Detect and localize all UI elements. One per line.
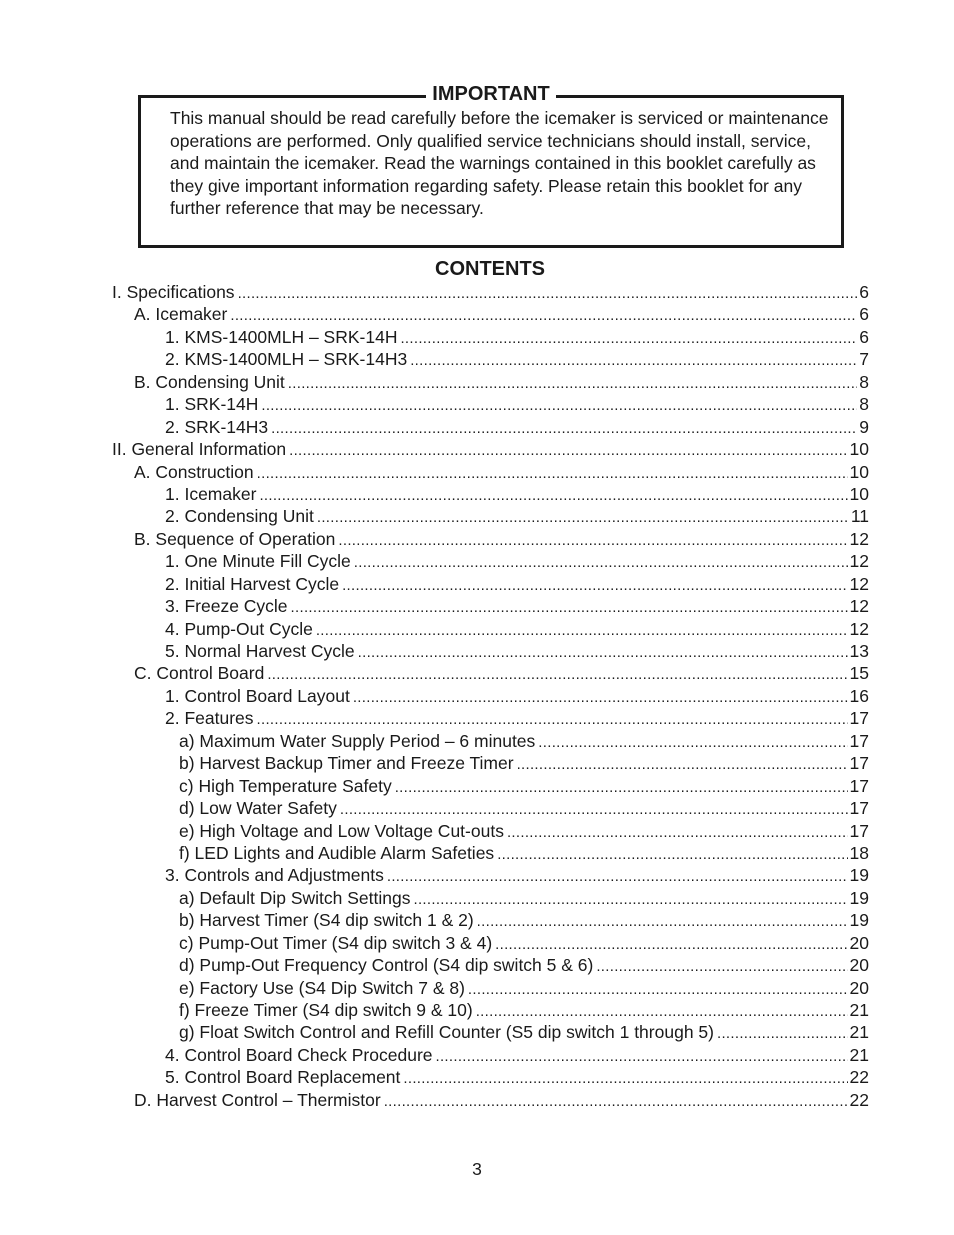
toc-entry-page: 6 xyxy=(859,326,869,347)
toc-entry-label: I. Specifications xyxy=(112,282,235,302)
toc-dot-leader xyxy=(286,440,847,460)
toc-entry[interactable] xyxy=(112,438,869,460)
toc-entry[interactable] xyxy=(112,618,869,640)
toc-entry[interactable] xyxy=(112,887,869,909)
toc-entry-label: c) Pump-Out Timer (S4 dip switch 3 & 4) xyxy=(179,932,493,953)
toc-entry[interactable] xyxy=(112,1089,869,1111)
toc-entry-page: 18 xyxy=(849,842,869,863)
toc-entry[interactable] xyxy=(112,416,869,438)
toc-entry[interactable] xyxy=(112,909,869,931)
toc-entry-page: 12 xyxy=(849,573,869,594)
toc-entry[interactable] xyxy=(112,662,869,684)
toc-entry[interactable] xyxy=(112,842,869,864)
toc-dot-leader xyxy=(714,1023,848,1043)
toc-dot-leader xyxy=(384,866,848,886)
toc-entry[interactable] xyxy=(112,685,869,707)
toc-dot-leader xyxy=(593,956,847,976)
toc-entry-label: d) Low Water Safety xyxy=(179,798,337,819)
toc-dot-leader xyxy=(256,485,847,505)
toc-entry-label: 2. KMS-1400MLH – SRK-14H3 xyxy=(165,349,408,370)
toc-entry-page: 6 xyxy=(859,304,869,325)
toc-entry-page: 8 xyxy=(859,371,869,392)
toc-dot-leader xyxy=(314,507,849,527)
toc-entry-label: 2. Initial Harvest Cycle xyxy=(165,573,340,594)
toc-dot-leader xyxy=(392,777,848,797)
toc-entry-label: 5. Normal Harvest Cycle xyxy=(165,641,355,661)
important-heading-text: IMPORTANT xyxy=(426,83,555,105)
toc-entry-page: 9 xyxy=(859,416,869,437)
toc-entry[interactable] xyxy=(112,303,869,325)
toc-entry-label: 5. Control Board Replacement xyxy=(165,1067,401,1088)
toc-entry-page: 20 xyxy=(849,977,869,998)
contents-heading: CONTENTS xyxy=(435,258,545,280)
page-number: 3 xyxy=(472,1159,482,1179)
toc-dot-leader xyxy=(350,687,848,707)
toc-entry-label: 4. Control Board Check Procedure xyxy=(165,1044,433,1065)
toc-entry[interactable] xyxy=(112,797,869,819)
toc-dot-leader xyxy=(335,530,847,550)
toc-entry-page: 21 xyxy=(849,1000,869,1020)
toc-entry-page: 12 xyxy=(849,596,869,617)
toc-entry[interactable] xyxy=(112,326,869,348)
toc-dot-leader xyxy=(355,642,848,662)
toc-entry-label: 2. SRK-14H3 xyxy=(165,416,269,437)
toc-entry[interactable] xyxy=(112,461,869,483)
toc-entry-page: 12 xyxy=(849,551,869,572)
toc-entry-label: 1. SRK-14H xyxy=(165,394,259,415)
toc-entry-label: D. Harvest Control – Thermistor xyxy=(134,1089,381,1110)
toc-dot-leader xyxy=(407,350,857,370)
toc-dot-leader xyxy=(433,1046,848,1066)
toc-entry-label: 1. Control Board Layout xyxy=(165,685,350,706)
toc-entry-label: 2. Features xyxy=(165,708,254,729)
toc-entry[interactable] xyxy=(112,640,869,662)
toc-entry-label: C. Control Board xyxy=(134,663,265,684)
toc-entry-page: 17 xyxy=(849,708,869,729)
toc-dot-leader xyxy=(351,552,848,572)
toc-dot-leader xyxy=(337,799,848,819)
toc-dot-leader xyxy=(504,822,848,842)
toc-entry-page: 15 xyxy=(849,663,869,684)
toc-dot-leader xyxy=(492,934,847,954)
toc-entry-label: f) Freeze Timer (S4 dip switch 9 & 10) xyxy=(179,1000,473,1020)
toc-entry[interactable] xyxy=(112,1066,869,1088)
toc-entry[interactable] xyxy=(112,393,869,415)
toc-dot-leader xyxy=(264,664,847,684)
toc-entry[interactable] xyxy=(112,573,869,595)
toc-dot-leader xyxy=(339,575,847,595)
toc-entry-label: b) Harvest Timer (S4 dip switch 1 & 2) xyxy=(179,910,474,931)
toc-entry[interactable] xyxy=(112,707,869,729)
toc-entry-page: 10 xyxy=(849,483,869,504)
toc-dot-leader xyxy=(400,1068,847,1088)
toc-entry-label: 1. One Minute Fill Cycle xyxy=(165,551,351,572)
toc-entry-page: 7 xyxy=(859,349,869,370)
important-notice-text: This manual should be read carefully before the icemaker is serviced or maintenance operations are performed. Only qualified service technicians should install, service, and maintain the icemaker. Read the warnings contained in this booklet carefully as they give important information regarding safety. Please retain this booklet for any further reference that may be necessary. xyxy=(170,108,829,218)
toc-entry[interactable] xyxy=(112,348,869,370)
toc-dot-leader xyxy=(254,463,848,483)
toc-dot-leader xyxy=(535,732,847,752)
toc-entry-label: a) Default Dip Switch Settings xyxy=(179,887,411,908)
toc-entry-label: 4. Pump-Out Cycle xyxy=(165,618,313,639)
toc-entry[interactable] xyxy=(112,281,869,303)
toc-entry-page: 21 xyxy=(849,1044,869,1065)
toc-dot-leader xyxy=(268,418,857,438)
toc-entry-label: 1. KMS-1400MLH – SRK-14H xyxy=(165,326,398,347)
toc-dot-leader xyxy=(381,1091,848,1111)
toc-entry-page: 20 xyxy=(849,955,869,976)
toc-dot-leader xyxy=(514,754,848,774)
toc-entry-label: d) Pump-Out Frequency Control (S4 dip switch 5 & 6) xyxy=(179,955,594,976)
toc-entry-label: e) Factory Use (S4 Dip Switch 7 & 8) xyxy=(179,977,465,998)
toc-entry-label: B. Condensing Unit xyxy=(134,371,285,392)
toc-entry[interactable] xyxy=(112,730,869,752)
toc-entry-page: 6 xyxy=(859,282,869,302)
toc-entry-label: a) Maximum Water Supply Period – 6 minutes xyxy=(179,730,536,751)
toc-entry[interactable] xyxy=(112,775,869,797)
toc-entry-page: 13 xyxy=(849,641,869,661)
toc-dot-leader xyxy=(494,844,847,864)
toc-entry-page: 19 xyxy=(849,865,869,886)
table-of-contents xyxy=(112,281,869,1111)
toc-dot-leader xyxy=(258,395,857,415)
toc-dot-leader xyxy=(227,305,857,325)
toc-entry-page: 10 xyxy=(849,439,869,460)
toc-entry-page: 22 xyxy=(849,1067,869,1088)
toc-entry-page: 19 xyxy=(849,910,869,931)
toc-entry[interactable] xyxy=(112,595,869,617)
toc-dot-leader xyxy=(473,1001,848,1021)
toc-entry-page: 17 xyxy=(849,775,869,796)
toc-entry[interactable] xyxy=(112,864,869,886)
toc-entry[interactable] xyxy=(112,483,869,505)
toc-entry-page: 22 xyxy=(849,1089,869,1110)
toc-entry-label: II. General Information xyxy=(112,439,287,460)
toc-dot-leader xyxy=(313,620,848,640)
toc-entry-label: 2. Condensing Unit xyxy=(165,506,314,527)
toc-dot-leader xyxy=(254,709,848,729)
toc-dot-leader xyxy=(411,889,848,909)
toc-entry[interactable] xyxy=(112,977,869,999)
toc-entry[interactable] xyxy=(112,528,869,550)
toc-entry-label: f) LED Lights and Audible Alarm Safeties xyxy=(179,842,495,863)
toc-entry-label: 3. Freeze Cycle xyxy=(165,596,288,617)
toc-entry-label: g) Float Switch Control and Refill Counter (S5 dip switch 1 through 5) xyxy=(179,1022,714,1043)
toc-entry-page: 17 xyxy=(849,820,869,841)
toc-entry-page: 8 xyxy=(859,394,869,415)
toc-dot-leader xyxy=(235,283,858,303)
toc-dot-leader xyxy=(288,597,848,617)
toc-entry[interactable] xyxy=(112,1021,869,1043)
toc-entry[interactable] xyxy=(112,932,869,954)
toc-dot-leader xyxy=(465,979,848,999)
toc-entry-label: b) Harvest Backup Timer and Freeze Timer xyxy=(179,753,514,774)
toc-entry[interactable] xyxy=(112,954,869,976)
toc-entry-label: 3. Controls and Adjustments xyxy=(165,865,384,886)
toc-entry-page: 11 xyxy=(850,506,869,527)
toc-entry-page: 17 xyxy=(849,730,869,751)
toc-entry-label: B. Sequence of Operation xyxy=(134,528,336,549)
toc-entry-page: 20 xyxy=(849,932,869,953)
toc-entry[interactable] xyxy=(112,550,869,572)
important-notice-box xyxy=(138,83,844,248)
toc-entry[interactable] xyxy=(112,820,869,842)
toc-entry-label: A. Icemaker xyxy=(134,304,228,325)
toc-entry-page: 10 xyxy=(849,461,869,482)
toc-entry[interactable] xyxy=(112,999,869,1021)
toc-entry-page: 19 xyxy=(849,887,869,908)
toc-entry-label: A. Construction xyxy=(134,461,254,482)
toc-entry-page: 17 xyxy=(849,798,869,819)
toc-entry[interactable] xyxy=(112,1044,869,1066)
toc-entry-page: 21 xyxy=(849,1022,869,1043)
toc-entry-page: 12 xyxy=(849,618,869,639)
toc-dot-leader xyxy=(285,373,857,393)
toc-dot-leader xyxy=(397,328,857,348)
toc-entry[interactable] xyxy=(112,371,869,393)
toc-entry-page: 12 xyxy=(849,528,869,549)
toc-entry-page: 17 xyxy=(849,753,869,774)
toc-entry-label: e) High Voltage and Low Voltage Cut-outs xyxy=(179,820,504,841)
toc-dot-leader xyxy=(474,911,848,931)
toc-entry-page: 16 xyxy=(849,685,869,706)
toc-entry-label: 1. Icemaker xyxy=(165,483,257,504)
important-heading xyxy=(141,83,841,107)
toc-entry[interactable] xyxy=(112,505,869,527)
toc-entry-label: c) High Temperature Safety xyxy=(179,775,392,796)
toc-entry[interactable] xyxy=(112,752,869,774)
